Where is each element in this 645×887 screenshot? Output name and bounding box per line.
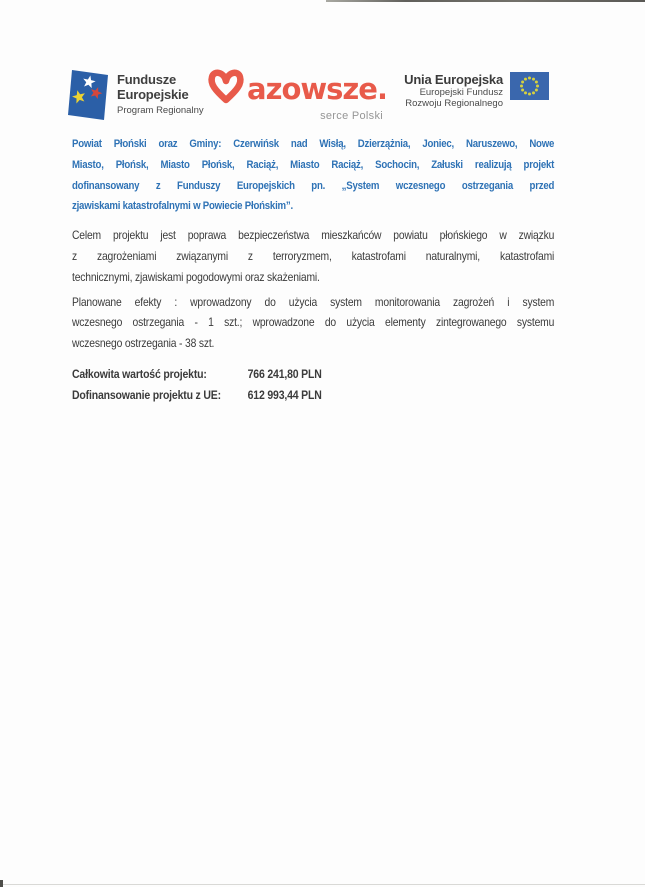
mazowsze-wordmark: azowsze. — [247, 72, 385, 106]
eu-flag-icon — [510, 72, 549, 100]
eu-logo-text — [398, 72, 503, 109]
intro-paragraph: Powiat Płoński oraz Gminy: Czerwińsk nad Wisłą, Dzierzążnia, Joniec, Naruszewo, Nowe Miasto, Płońsk, Miasto Płońsk, Raciąż, Miasto Raciąż, Sochocin, Załuski realizują projekt dofinansowany z Funduszy Europejskich pn. „System wczesnego ostrzegania przed zjawiskami katastrofalnymi w Powiecie Płońskim”. — [72, 138, 555, 213]
fe-title-line2: Europejskie — [117, 86, 189, 102]
logo-unia-europejska — [398, 72, 549, 109]
eu-subtitle-line1: Europejski Fundusz — [419, 87, 503, 98]
fe-flag-icon — [67, 67, 109, 120]
total-value: 612 993,44 PLN — [247, 387, 322, 402]
eu-title: Unia Europejska — [404, 72, 503, 87]
total-value: 766 241,80 PLN — [247, 366, 322, 381]
total-label: Całkowita wartość projektu: — [72, 366, 207, 381]
effects-paragraph: Planowane efekty : wprowadzony do użycia system monitorowania zagrożeń i system wczesnego ostrzegania - 1 szt.; wprowadzone do użycia elementy zintegrowanego systemu wczesnego ostrzegania - 38 szt. — [72, 294, 555, 351]
total-row-project-value — [72, 364, 554, 385]
logo-mazowsze — [207, 66, 385, 122]
fe-logo-text — [117, 72, 204, 116]
document-body — [72, 134, 554, 406]
logo-fundusze-europejskie — [67, 67, 204, 120]
total-row-eu-funding — [72, 385, 554, 406]
eu-subtitle-line2: Rozwoju Regionalnego — [405, 98, 503, 109]
scan-top-edge-artifact — [326, 0, 645, 2]
scan-corner-artifact — [0, 880, 3, 887]
total-label: Dofinansowanie projektu z UE: — [72, 387, 221, 402]
mazowsze-heart-icon — [212, 73, 241, 100]
mazowsze-wordmark-icon — [207, 66, 385, 108]
goal-paragraph: Celem projektu jest poprawa bezpieczeństwa mieszkańców powiatu płońskiego w związku z zagrożeniami związanymi z terroryzmem, katastrofami naturalnymi, katastrofami technicznymi, zjawiskami pogodowymi oraz skażeniami. — [72, 228, 555, 284]
fe-title-line1: Fundusze — [117, 71, 177, 87]
scan-bottom-edge-artifact — [0, 884, 645, 885]
fe-subtitle: Program Regionalny — [117, 104, 204, 116]
mazowsze-tagline: serce Polski — [320, 110, 383, 122]
project-totals — [72, 364, 554, 406]
